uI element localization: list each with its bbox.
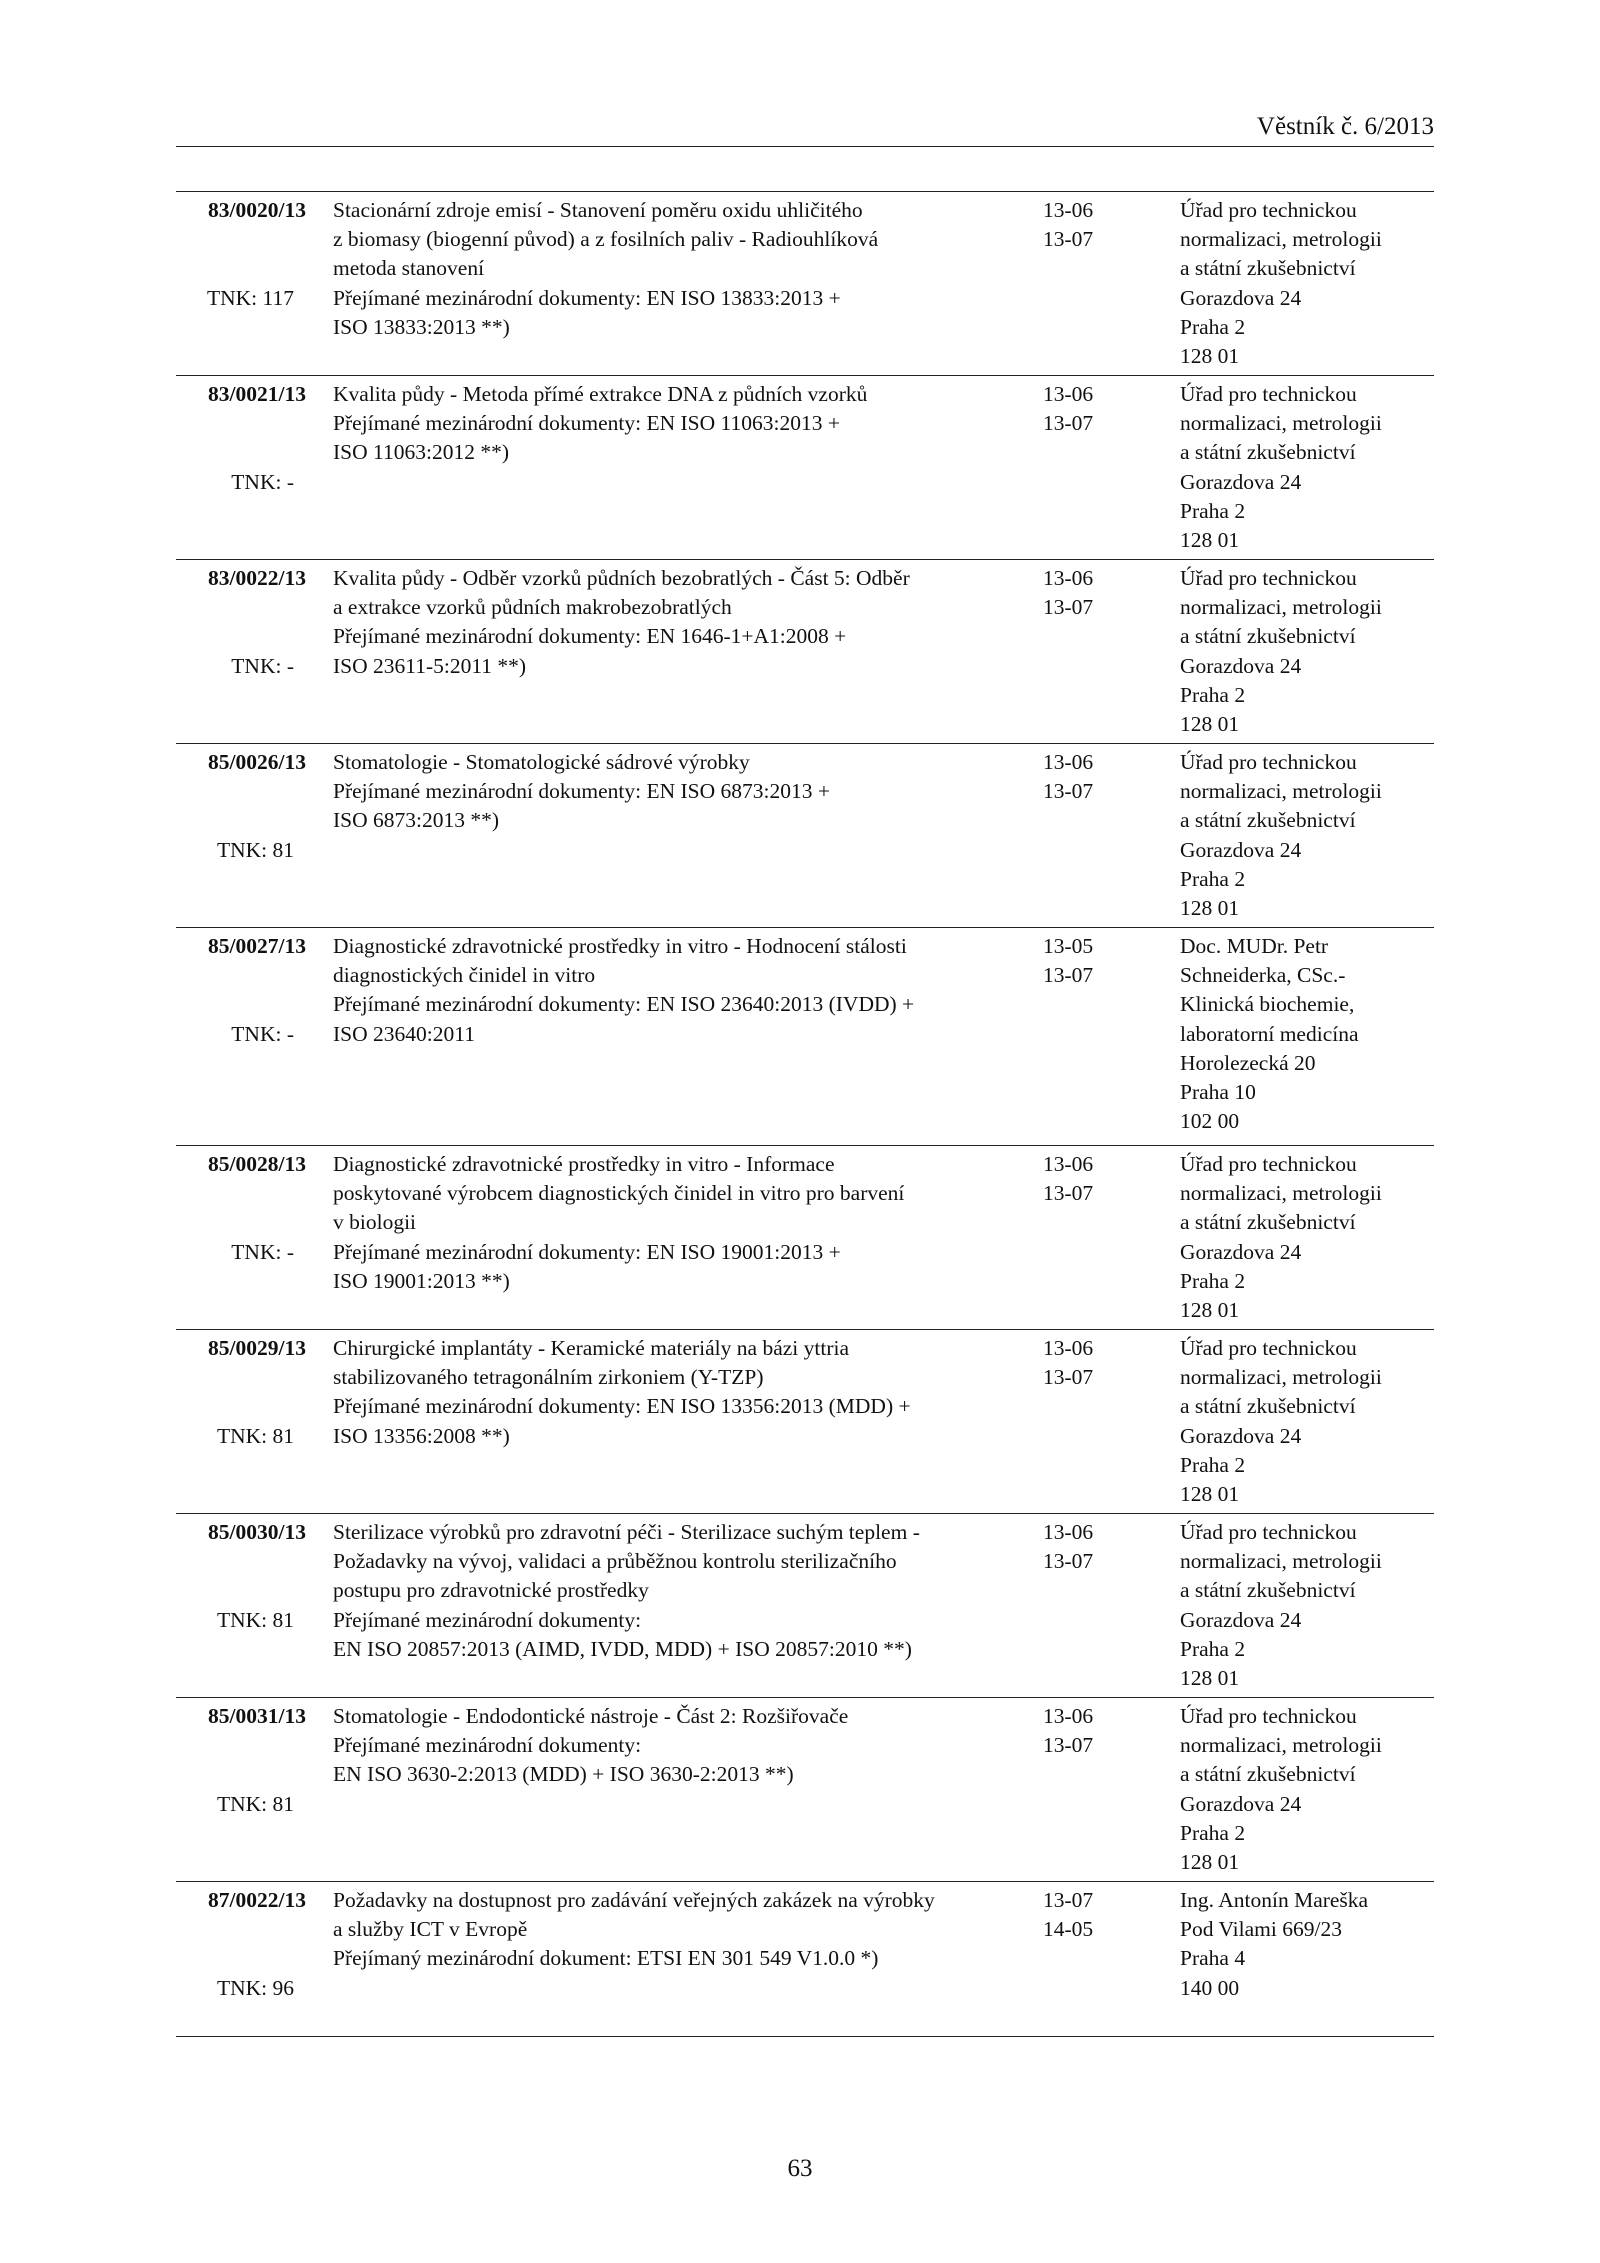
address-line: Praha 10: [1180, 1080, 1256, 1105]
description-cell: [333, 196, 1033, 342]
description-line: Přejímané mezinárodní dokumenty: EN ISO 23640:2013 (IVDD) +: [333, 992, 915, 1017]
description-line: Kvalita půdy - Odběr vzorků půdních bezobratlých - Část 5: Odběr: [333, 566, 910, 590]
table-row: [176, 1698, 1434, 1882]
address-line: Praha 4: [1180, 1946, 1246, 1971]
address-cell: [1180, 564, 1434, 739]
description-line: ISO 19001:2013 **): [333, 1268, 510, 1293]
code-line: 13-06: [1043, 750, 1094, 774]
address-line: a státní zkušebnictví: [1180, 440, 1356, 465]
description-line: Stacionární zdroje emisí - Stanovení poměru oxidu uhličitého: [333, 198, 863, 222]
address-line: Úřad pro technickou: [1180, 1152, 1357, 1176]
description-cell: [333, 1702, 1033, 1790]
address-line: Gorazdova 24: [1180, 1423, 1302, 1448]
address-line: normalizaci, metrologii: [1180, 227, 1382, 252]
description-line: Chirurgické implantáty - Keramické materiály na bázi yttria: [333, 1336, 849, 1360]
description-line: Přejímané mezinárodní dokumenty: EN 1646-1+A1:2008 +: [333, 624, 847, 649]
codes-cell: [1043, 1702, 1143, 1760]
description-cell: [333, 564, 1033, 681]
description-line: ISO 23640:2011: [333, 1021, 475, 1046]
description-cell: [333, 1886, 1033, 1974]
tnk-label: TNK: -: [231, 469, 294, 494]
address-line: Úřad pro technickou: [1180, 566, 1357, 590]
codes-cell: [1043, 380, 1143, 438]
description-line: z biomasy (biogenní původ) a z fosilních paliv - Radiouhlíková: [333, 227, 879, 252]
address-line: 140 00: [1180, 1975, 1240, 2000]
standards-table: [176, 191, 1434, 2037]
description-line: metoda stanovení: [333, 256, 485, 281]
code-line: 13-07: [1043, 963, 1094, 988]
standard-number: 85/0029/13: [208, 1336, 306, 1360]
address-line: 128 01: [1180, 896, 1240, 921]
code-line: 13-07: [1043, 1549, 1094, 1574]
description-line: Stomatologie - Endodontické nástroje - Část 2: Rozšiřovače: [333, 1704, 849, 1728]
table-row: [176, 1146, 1434, 1330]
address-line: Praha 2: [1180, 498, 1246, 523]
tnk-label: TNK: 81: [216, 1791, 294, 1816]
description-cell: [333, 1150, 1033, 1296]
codes-cell: [1043, 1334, 1143, 1392]
codes-cell: [1043, 1150, 1143, 1208]
page-header: [176, 108, 1434, 147]
standard-number: 85/0030/13: [208, 1520, 306, 1544]
description-line: v biologii: [333, 1210, 417, 1235]
codes-cell: [1043, 564, 1143, 622]
description-line: ISO 11063:2012 **): [333, 440, 509, 465]
address-line: normalizaci, metrologii: [1180, 411, 1382, 436]
standard-number: 85/0026/13: [208, 750, 306, 774]
address-line: 102 00: [1180, 1109, 1240, 1134]
code-line: 13-06: [1043, 566, 1094, 590]
codes-cell: [1043, 932, 1143, 990]
table-row: [176, 1330, 1434, 1514]
address-line: Ing. Antonín Mareška: [1180, 1888, 1369, 1912]
address-line: Gorazdova 24: [1180, 837, 1302, 862]
description-line: Stomatologie - Stomatologické sádrové výrobky: [333, 750, 750, 774]
address-line: Horolezecká 20: [1180, 1050, 1316, 1075]
tnk-label: TNK: 117: [207, 285, 294, 310]
description-line: Přejímané mezinárodní dokumenty:: [333, 1733, 642, 1758]
table-row: [176, 1882, 1434, 2037]
standard-number: 85/0027/13: [208, 934, 306, 958]
table-row: [176, 928, 1434, 1146]
tnk-label: TNK: 81: [216, 837, 294, 862]
address-line: a státní zkušebnictví: [1180, 1762, 1356, 1787]
address-line: laboratorní medicína: [1180, 1021, 1359, 1046]
description-line: ISO 23611-5:2011 **): [333, 653, 527, 678]
address-line: Klinická biochemie,: [1180, 992, 1355, 1017]
standard-number: 83/0021/13: [208, 382, 306, 406]
page-number: 63: [787, 2155, 813, 2182]
description-line: Přejímané mezinárodní dokumenty: EN ISO 13833:2013 +: [333, 285, 841, 310]
description-line: poskytované výrobcem diagnostických činidel in vitro pro barvení: [333, 1181, 905, 1206]
description-line: Diagnostické zdravotnické prostředky in vitro - Hodnocení stálosti: [333, 934, 907, 958]
description-line: Přejímané mezinárodní dokumenty: EN ISO 19001:2013 +: [333, 1239, 841, 1264]
address-line: Gorazdova 24: [1180, 469, 1302, 494]
description-line: postupu pro zdravotnické prostředky: [333, 1578, 649, 1603]
code-line: 13-06: [1043, 198, 1094, 222]
code-line: 13-06: [1043, 382, 1094, 406]
tnk-label: TNK: -: [231, 1021, 294, 1046]
address-cell: [1180, 196, 1434, 371]
address-line: a státní zkušebnictví: [1180, 808, 1356, 833]
address-cell: [1180, 1702, 1434, 1877]
address-line: Úřad pro technickou: [1180, 382, 1357, 406]
code-line: 13-05: [1043, 934, 1094, 958]
standard-number: 85/0028/13: [208, 1152, 306, 1176]
address-line: a státní zkušebnictví: [1180, 624, 1356, 649]
description-line: Diagnostické zdravotnické prostředky in vitro - Informace: [333, 1152, 835, 1176]
table-row: [176, 1514, 1434, 1698]
address-line: Gorazdova 24: [1180, 1791, 1302, 1816]
description-line: Přejímané mezinárodní dokumenty:: [333, 1607, 642, 1632]
codes-cell: [1043, 748, 1143, 806]
description-line: EN ISO 20857:2013 (AIMD, IVDD, MDD) + ISO 20857:2010 **): [333, 1636, 912, 1661]
description-cell: [333, 748, 1033, 836]
code-line: 13-06: [1043, 1336, 1094, 1360]
description-line: ISO 6873:2013 **): [333, 808, 500, 833]
address-line: normalizaci, metrologii: [1180, 779, 1382, 804]
tnk-label: TNK: 81: [216, 1423, 294, 1448]
code-line: 13-06: [1043, 1152, 1094, 1176]
address-line: normalizaci, metrologii: [1180, 1365, 1382, 1390]
description-line: EN ISO 3630-2:2013 (MDD) + ISO 3630-2:2013 **): [333, 1762, 794, 1787]
tnk-label: TNK: 96: [216, 1975, 294, 2000]
description-line: Požadavky na vývoj, validaci a průběžnou kontrolu sterilizačního: [333, 1549, 897, 1574]
address-line: Úřad pro technickou: [1180, 1336, 1357, 1360]
code-line: 13-07: [1043, 411, 1094, 436]
description-line: Přejímané mezinárodní dokumenty: EN ISO 13356:2013 (MDD) +: [333, 1394, 911, 1419]
address-cell: [1180, 1334, 1434, 1509]
description-line: Sterilizace výrobků pro zdravotní péči - Sterilizace suchým teplem -: [333, 1520, 920, 1544]
address-line: 128 01: [1180, 1666, 1240, 1691]
code-line: 13-07: [1043, 595, 1094, 620]
address-line: Gorazdova 24: [1180, 285, 1302, 310]
description-cell: [333, 380, 1033, 468]
code-line: 13-07: [1043, 779, 1094, 804]
address-cell: [1180, 932, 1434, 1136]
address-line: normalizaci, metrologii: [1180, 1181, 1382, 1206]
standard-number: 83/0022/13: [208, 566, 306, 590]
code-line: 13-06: [1043, 1704, 1094, 1728]
address-line: Praha 2: [1180, 1636, 1246, 1661]
description-line: ISO 13833:2013 **): [333, 314, 510, 339]
table-row: [176, 192, 1434, 376]
tnk-label: TNK: -: [231, 653, 294, 678]
description-line: a extrakce vzorků půdních makrobezobratlých: [333, 595, 732, 620]
address-line: Praha 2: [1180, 1452, 1246, 1477]
address-line: 128 01: [1180, 1298, 1240, 1323]
table-row: [176, 744, 1434, 928]
description-line: Kvalita půdy - Metoda přímé extrakce DNA z půdních vzorků: [333, 382, 868, 406]
description-cell: [333, 1518, 1033, 1664]
description-line: Přejímané mezinárodní dokumenty: EN ISO 11063:2013 +: [333, 411, 840, 436]
address-line: a státní zkušebnictví: [1180, 256, 1356, 281]
address-line: Praha 2: [1180, 314, 1246, 339]
codes-cell: [1043, 1518, 1143, 1576]
description-line: Přejímané mezinárodní dokumenty: EN ISO 6873:2013 +: [333, 779, 830, 804]
description-cell: [333, 1334, 1033, 1451]
address-line: a státní zkušebnictví: [1180, 1578, 1356, 1603]
address-cell: [1180, 748, 1434, 923]
description-line: stabilizovaného tetragonálním zirkoniem (Y-TZP): [333, 1365, 764, 1390]
address-line: Gorazdova 24: [1180, 1607, 1302, 1632]
table-row: [176, 376, 1434, 560]
description-line: Požadavky na dostupnost pro zadávání veřejných zakázek na výrobky: [333, 1888, 935, 1912]
address-line: Praha 2: [1180, 866, 1246, 891]
address-line: Úřad pro technickou: [1180, 750, 1357, 774]
description-line: a služby ICT v Evropě: [333, 1917, 528, 1942]
address-cell: [1180, 380, 1434, 555]
address-line: 128 01: [1180, 712, 1240, 737]
address-line: Úřad pro technickou: [1180, 198, 1357, 222]
address-line: normalizaci, metrologii: [1180, 1549, 1382, 1574]
address-line: Praha 2: [1180, 1820, 1246, 1845]
address-cell: [1180, 1150, 1434, 1325]
address-line: normalizaci, metrologii: [1180, 595, 1382, 620]
code-line: 14-05: [1043, 1917, 1094, 1942]
code-line: 13-06: [1043, 1520, 1094, 1544]
tnk-label: TNK: 81: [216, 1607, 294, 1632]
address-line: Gorazdova 24: [1180, 653, 1302, 678]
code-line: 13-07: [1043, 1181, 1094, 1206]
address-line: 128 01: [1180, 528, 1240, 553]
description-line: ISO 13356:2008 **): [333, 1423, 510, 1448]
address-line: Gorazdova 24: [1180, 1239, 1302, 1264]
address-line: normalizaci, metrologii: [1180, 1733, 1382, 1758]
code-line: 13-07: [1043, 1888, 1094, 1912]
standard-number: 83/0020/13: [208, 198, 306, 222]
address-line: a státní zkušebnictví: [1180, 1394, 1356, 1419]
standard-number: 85/0031/13: [208, 1704, 306, 1728]
address-line: Doc. MUDr. Petr: [1180, 934, 1329, 958]
address-line: Praha 2: [1180, 682, 1246, 707]
address-cell: [1180, 1518, 1434, 1693]
address-cell: [1180, 1886, 1434, 2003]
address-line: Úřad pro technickou: [1180, 1704, 1357, 1728]
address-line: a státní zkušebnictví: [1180, 1210, 1356, 1235]
address-line: Pod Vilami 669/23: [1180, 1917, 1342, 1942]
description-line: diagnostických činidel in vitro: [333, 963, 596, 988]
address-line: 128 01: [1180, 1850, 1240, 1875]
address-line: Úřad pro technickou: [1180, 1520, 1357, 1544]
tnk-label: TNK: -: [231, 1239, 294, 1264]
codes-cell: [1043, 196, 1143, 254]
codes-cell: [1043, 1886, 1143, 1944]
description-line: Přejímaný mezinárodní dokument: ETSI EN 301 549 V1.0.0 *): [333, 1946, 879, 1971]
standard-number: 87/0022/13: [208, 1888, 306, 1912]
code-line: 13-07: [1043, 1365, 1094, 1390]
description-cell: [333, 932, 1033, 1049]
journal-title: Věstník č. 6/2013: [1256, 113, 1434, 140]
table-row: [176, 560, 1434, 744]
address-line: 128 01: [1180, 1482, 1240, 1507]
address-line: Schneiderka, CSc.-: [1180, 963, 1346, 988]
code-line: 13-07: [1043, 1733, 1094, 1758]
address-line: 128 01: [1180, 344, 1240, 369]
address-line: Praha 2: [1180, 1268, 1246, 1293]
code-line: 13-07: [1043, 227, 1094, 252]
